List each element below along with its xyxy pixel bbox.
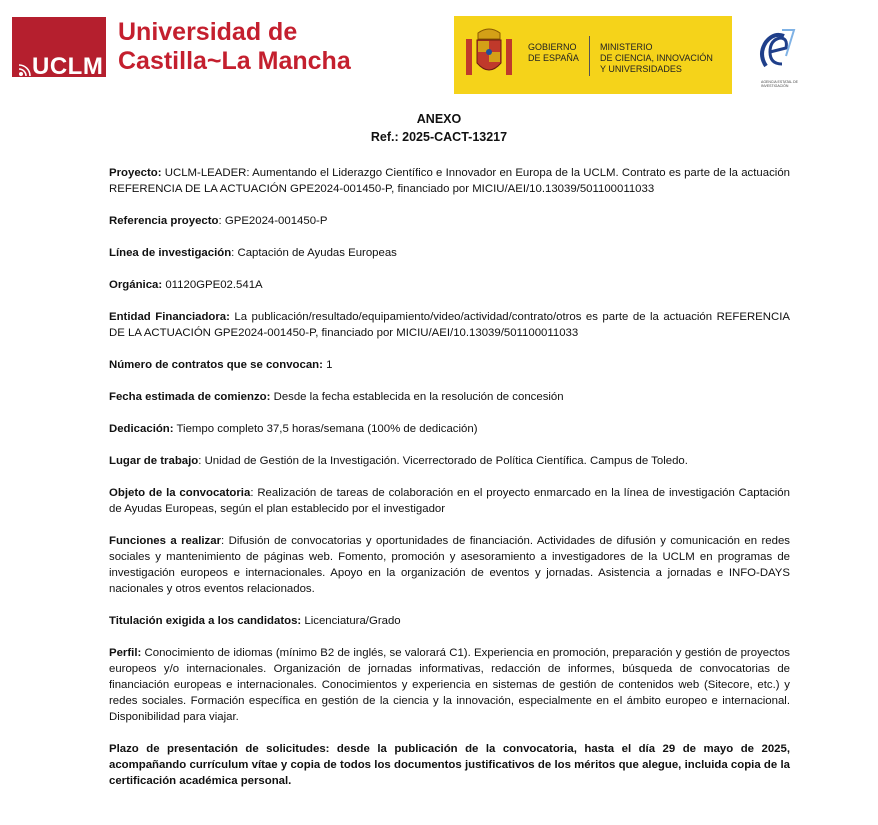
field-label: Entidad Financiadora: — [109, 311, 230, 323]
aei-logo-text: AGENCIA ESTATAL DE INVESTIGACIÓN — [761, 80, 799, 88]
field-funciones — [109, 533, 790, 597]
university-name-line2: Castilla~La Mancha — [118, 47, 351, 75]
field-value: 01120GPE02.541A — [162, 279, 263, 291]
field-label: Titulación exigida a los candidatos: — [109, 615, 302, 627]
field-label: Orgánica: — [109, 279, 163, 291]
field-plazo-presentacion — [109, 741, 790, 789]
field-label: Perfil: — [109, 647, 142, 659]
field-perfil — [109, 645, 790, 725]
field-label: Proyecto: — [109, 167, 162, 179]
field-value: 1 — [322, 359, 333, 371]
field-organica — [109, 277, 790, 293]
ministry-line3: Y UNIVERSIDADES — [600, 64, 682, 74]
field-value: : Difusión de convocatorias y oportunidades de financiación. Actividades de difusión y comunicación en redes sociales y mantenimiento de páginas web. Fomento, promoción y asesoramiento a investigadores de la UCLM en programas de investigación europeos e internacionales. Apoyo en la organización de eventos y jornadas. Asistencia a jornadas e INFO-DAYS nacionales y otros eventos relacionados. — [109, 535, 790, 595]
document-body — [109, 165, 790, 805]
field-label: Línea de investigación — [109, 247, 232, 259]
field-linea-investigacion — [109, 245, 790, 261]
annex-title: ANEXO — [416, 112, 462, 126]
field-titulacion — [109, 613, 790, 629]
field-label: Plazo de presentación de solicitudes: — [109, 743, 330, 755]
field-value: UCLM-LEADER: Aumentando el Liderazgo Científico e Innovador en Europa de la UCLM. Contrato es parte de la actuación REFERENCIA DE LA ACTUACIÓN GPE2024-001450-P, financiado por MICIU/AEI/10.13039/501100011033 — [109, 167, 790, 195]
aei-logo-icon — [756, 26, 796, 88]
ministry-line1: MINISTERIO — [600, 42, 653, 52]
wave-icon — [18, 63, 32, 77]
field-label: Referencia proyecto — [109, 215, 219, 227]
field-label: Número de contratos que se convocan: — [109, 359, 323, 371]
field-dedicacion — [109, 421, 790, 437]
field-value: Desde la fecha establecida en la resolución de concesión — [270, 391, 564, 403]
gov-line2: DE ESPAÑA — [528, 53, 579, 63]
field-value: : Realización de tareas de colaboración en el proyecto enmarcado en la línea de investigación Captación de Ayudas Europeas, según el plan establecido por el investigador — [109, 487, 790, 515]
field-value: : Captación de Ayudas Europeas — [231, 247, 397, 259]
gov-line1: GOBIERNO — [528, 42, 577, 52]
field-label: Lugar de trabajo — [109, 455, 199, 467]
field-value: Licenciatura/Grado — [301, 615, 401, 627]
field-fecha-comienzo — [109, 389, 790, 405]
field-label: Fecha estimada de comienzo: — [109, 391, 271, 403]
field-value: : GPE2024-001450-P — [218, 215, 328, 227]
field-label: Funciones a realizar — [109, 535, 222, 547]
logo-divider — [589, 36, 590, 76]
uclm-logo — [12, 17, 106, 80]
government-text — [528, 42, 579, 64]
field-referencia-proyecto — [109, 213, 790, 229]
annex-reference: Ref.: 2025-CACT-13217 — [370, 130, 508, 144]
logo-text: UCLM — [32, 53, 104, 80]
field-value: Tiempo completo 37,5 horas/semana (100% de dedicación) — [173, 423, 478, 435]
university-name-line1: Universidad de — [118, 18, 298, 46]
government-logo — [454, 16, 732, 94]
field-entidad-financiadora — [109, 309, 790, 341]
field-value: Conocimiento de idiomas (mínimo B2 de inglés, se valorará C1). Experiencia en promoción, preparación y gestión de proyectos europeos y/o internacionales. Organización de jornadas informativas, redacción de informes, búsqueda de convocatorias de financiación europeas e internacionales. Conocimientos y experiencia en sistemas de gestión de contenidos web (Sitecore, etc.) y redes sociales. Formación específica en gestión de la ciencia y la innovación, especialmente en el ámbito europeo e internacional. Disponibilidad para viajar. — [109, 647, 790, 723]
ministry-text — [600, 42, 713, 75]
university-name — [118, 18, 351, 76]
field-label: Objeto de la convocatoria — [109, 487, 251, 499]
field-value: La publicación/resultado/equipamiento/video/actividad/contrato/otros es parte de la actuación REFERENCIA DE LA ACTUACIÓN GPE2024-001450-P, financiado por MICIU/AEI/10.13039/501100011033 — [109, 311, 790, 339]
field-numero-contratos — [109, 357, 790, 373]
field-lugar-trabajo — [109, 453, 790, 469]
ministry-line2: DE CIENCIA, INNOVACIÓN — [600, 53, 713, 63]
field-label: Dedicación: — [109, 423, 174, 435]
field-value: desde la publicación de la convocatoria, hasta el día 29 de mayo de 2025, acompañando currículum vítae y copia de todos los documentos justificativos de los méritos que alegue, incluida copia de la certificación académica personal. — [109, 743, 790, 787]
field-value: : Unidad de Gestión de la Investigación. Vicerrectorado de Política Científica. Campus de Toledo. — [198, 455, 688, 467]
field-proyecto — [109, 165, 790, 197]
field-objeto-convocatoria — [109, 485, 790, 517]
coat-of-arms-icon — [464, 25, 514, 85]
